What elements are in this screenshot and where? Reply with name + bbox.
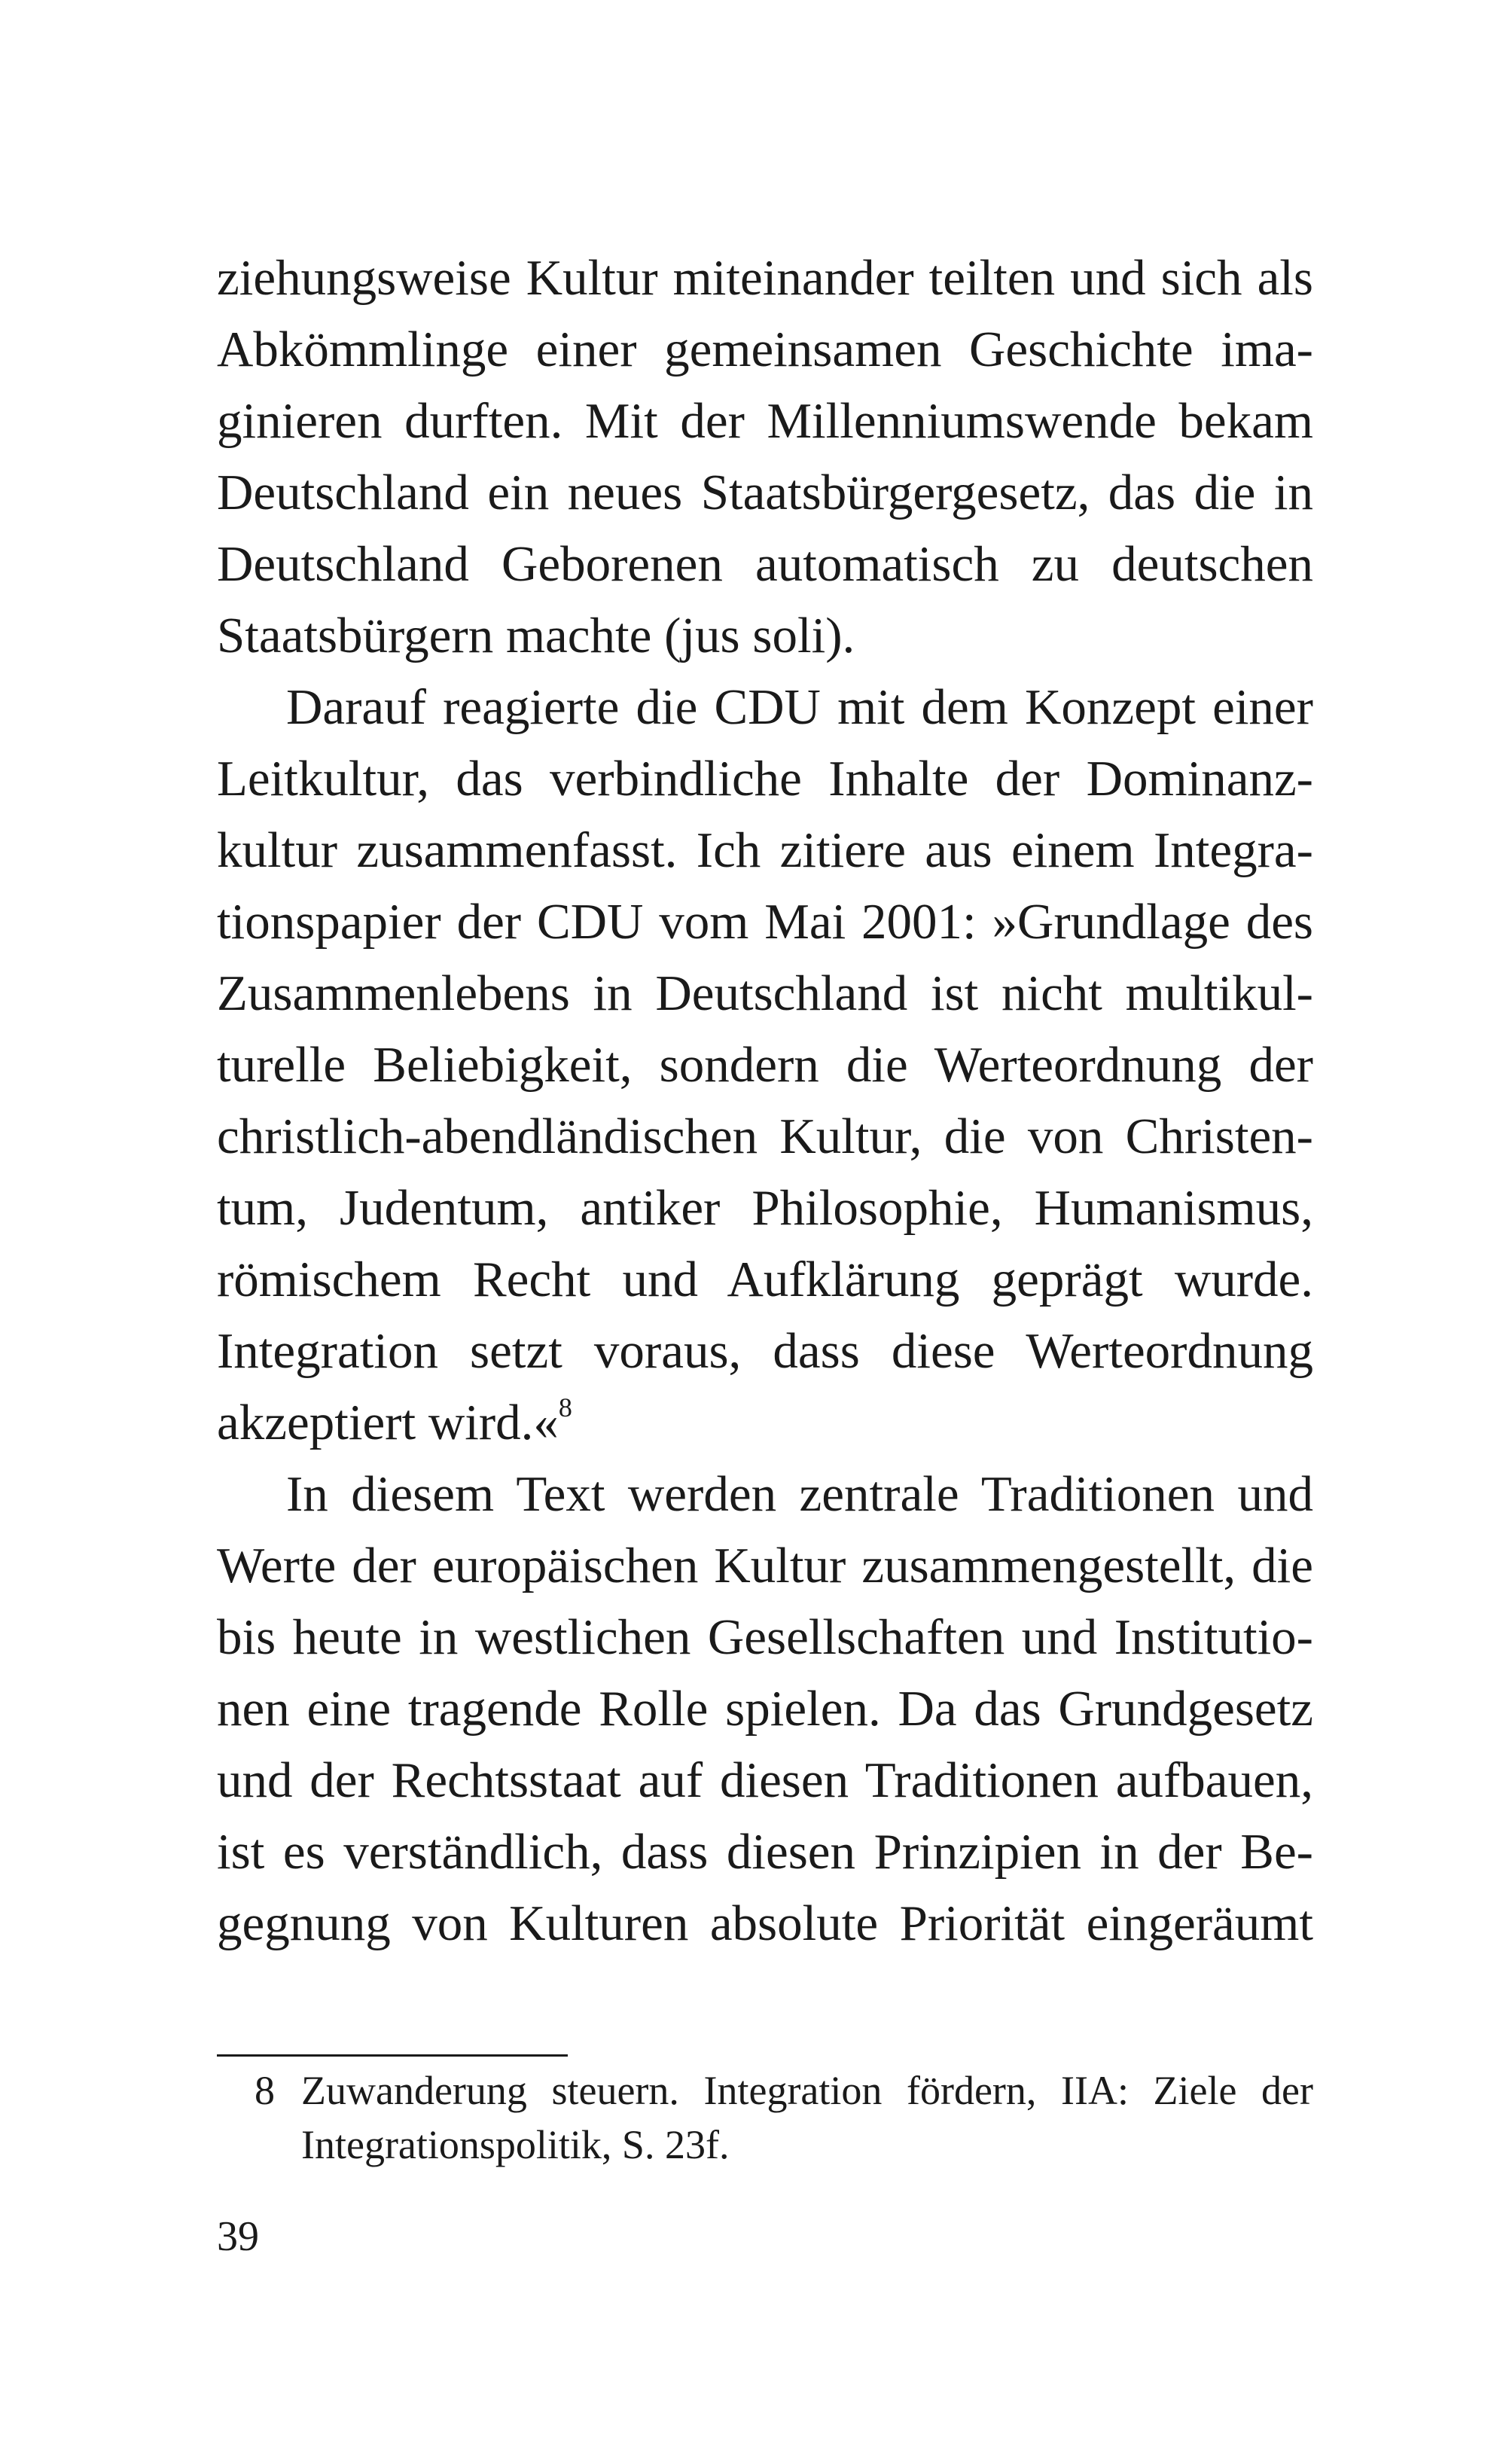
text-line: Staatsbürgern machte (jus soli). (217, 608, 855, 663)
text-line: akzeptiert wird.« (217, 1395, 559, 1450)
text-line: Zusammenlebens in Deutschland ist nicht multikul- (217, 965, 1313, 1021)
text-line: In diesem Text werden zentrale Traditionen und (286, 1466, 1313, 1522)
text-line: Integration setzt voraus, dass diese Werteordnung (217, 1323, 1313, 1379)
footnote-number: 8 (255, 2068, 275, 2113)
text-line: römischem Recht und Aufklärung geprägt wurde. (217, 1252, 1313, 1307)
footnote-reference: 8 (558, 1392, 572, 1423)
text-line: turelle Beliebigkeit, sondern die Werteordnung der (217, 1037, 1313, 1093)
text-line: Leitkultur, das verbindliche Inhalte der Dominanz- (217, 751, 1313, 807)
text-line: kultur zusammenfasst. Ich zitiere aus einem Integra- (217, 822, 1313, 878)
text-line: Werte der europäischen Kultur zusammengestellt, die (217, 1538, 1313, 1593)
text-line: Abkömmlinge einer gemeinsamen Geschichte ima- (217, 322, 1313, 377)
footnote-line (217, 2118, 1313, 2172)
page-number: 39 (217, 2213, 259, 2260)
text-line: Deutschland ein neues Staatsbürgergesetz, das die in (217, 465, 1313, 520)
text-line-with-footnote (217, 1387, 1313, 1459)
text-line: ist es verständlich, dass diesen Prinzipien in der Be- (217, 1824, 1313, 1880)
footnote-divider (217, 2054, 568, 2057)
text-line: tionspapier der CDU vom Mai 2001: »Grundlage des (217, 894, 1313, 950)
footnote (217, 2063, 1313, 2172)
footnote-text: Integrationspolitik, S. 23f. (301, 2122, 730, 2167)
text-line: christlich-abendländischen Kultur, die von Christen- (217, 1108, 1313, 1164)
text-line: Deutschland Geborenen automatisch zu deutschen (217, 536, 1313, 592)
body-text (217, 242, 1313, 1959)
footnote-text: Zuwanderung steuern. Integration fördern, IIA: Ziele der (301, 2068, 1313, 2113)
text-line: ziehungsweise Kultur miteinander teilten und sich als (217, 250, 1313, 306)
text-line: bis heute in westlichen Gesellschaften und Institutio- (217, 1609, 1313, 1665)
text-line: Darauf reagierte die CDU mit dem Konzept einer (286, 679, 1313, 735)
text-line: und der Rechtsstaat auf diesen Traditionen aufbauen, (217, 1752, 1313, 1808)
text-line: tum, Judentum, antiker Philosophie, Humanismus, (217, 1180, 1313, 1236)
text-line: gegnung von Kulturen absolute Priorität eingeräumt (217, 1895, 1313, 1951)
footnote-line (217, 2063, 1313, 2118)
text-line: nen eine tragende Rolle spielen. Da das Grundgesetz (217, 1681, 1313, 1737)
text-line: ginieren durften. Mit der Millenniumswende bekam (217, 393, 1313, 449)
